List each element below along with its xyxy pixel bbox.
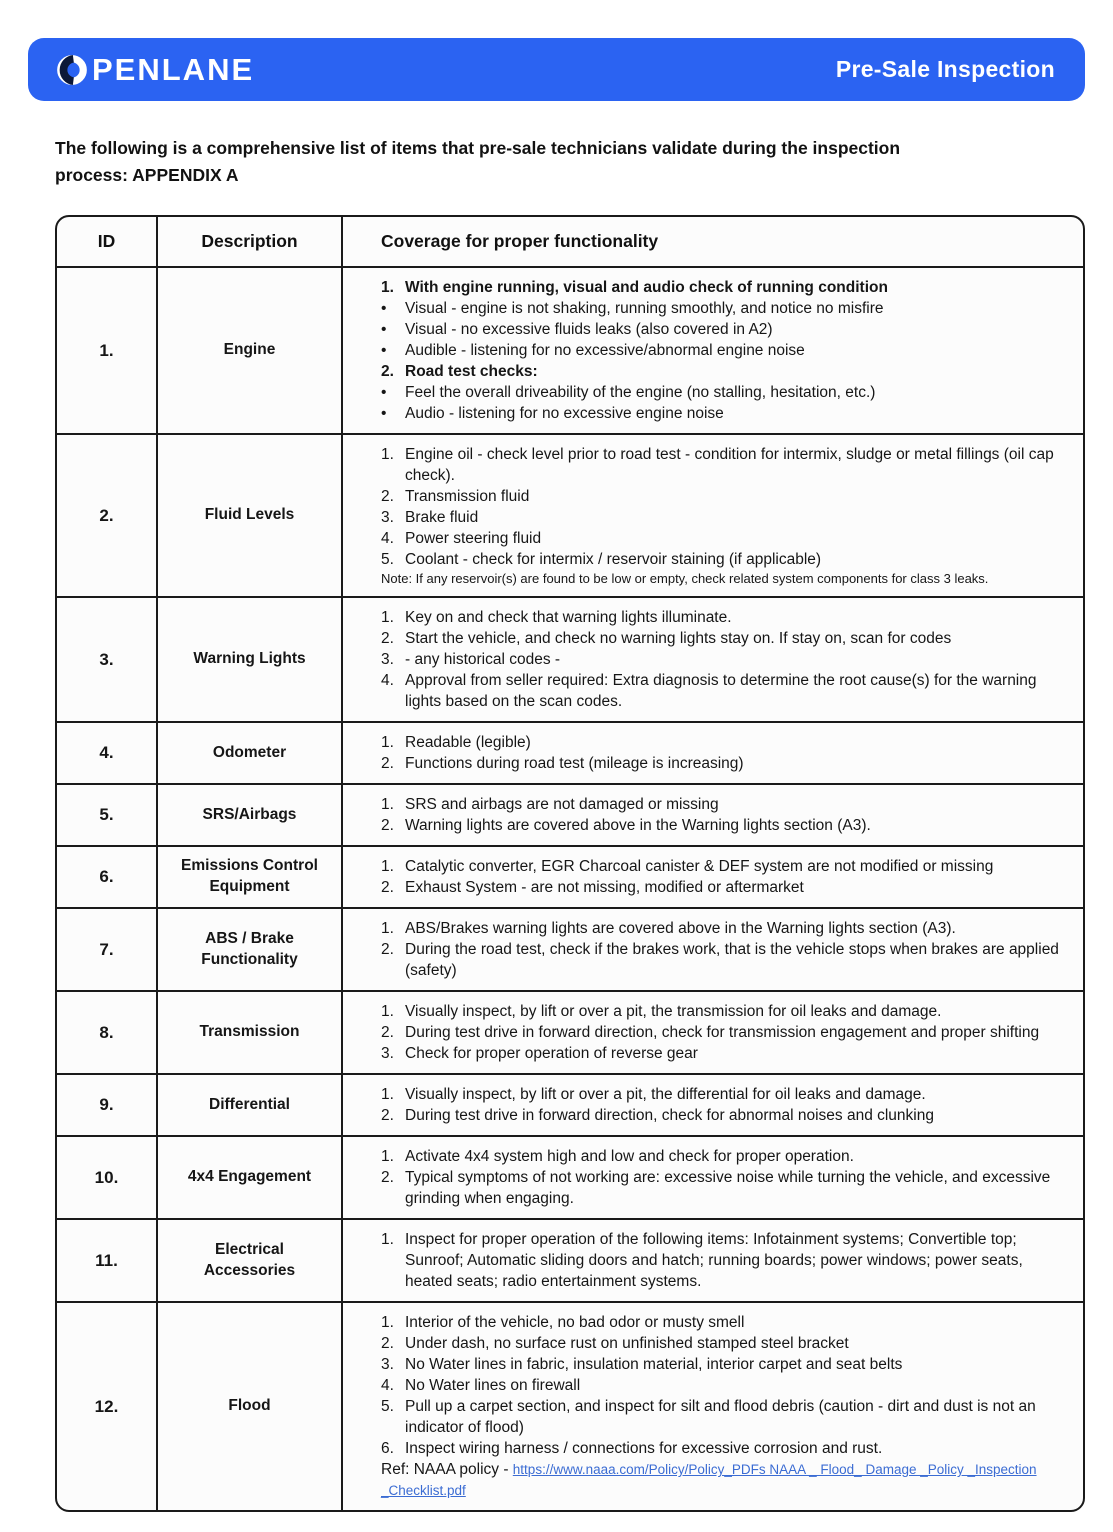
- row-id-cell: 3.: [57, 597, 157, 722]
- coverage-line: [381, 570, 1061, 587]
- line-text: Check for proper operation of reverse gear: [405, 1045, 698, 1063]
- row-id-cell: 12.: [57, 1302, 157, 1510]
- line-marker: 1.: [381, 1086, 394, 1104]
- inspection-table: [57, 217, 1083, 1510]
- row-description-cell: Warning Lights: [157, 597, 342, 722]
- line-text: Under dash, no surface rust on unfinished stamped steel bracket: [405, 1335, 849, 1353]
- line-text: Start the vehicle, and check no warning lights stay on. If stay on, scan for codes: [405, 630, 952, 648]
- line-text: SRS and airbags are not damaged or missing: [405, 796, 719, 814]
- coverage-line: [381, 528, 1061, 549]
- table-row: [57, 434, 1083, 597]
- coverage-line: [381, 277, 1061, 298]
- line-text: During test drive in forward direction, check for transmission engagement and proper shifting: [405, 1024, 1040, 1042]
- coverage-line: [381, 1022, 1061, 1043]
- column-header-coverage: Coverage for proper functionality: [342, 217, 1083, 267]
- line-text: During the road test, check if the brakes work, that is the vehicle stops when brakes are applied (safety): [405, 941, 1059, 980]
- coverage-line: [381, 1167, 1061, 1209]
- row-id-cell: 5.: [57, 784, 157, 846]
- line-marker: 1.: [381, 1231, 394, 1249]
- coverage-line: [381, 649, 1061, 670]
- coverage-line: [381, 794, 1061, 815]
- line-marker: 5.: [381, 551, 394, 569]
- line-text: Interior of the vehicle, no bad odor or musty smell: [405, 1314, 745, 1332]
- row-coverage-cell: [342, 434, 1083, 597]
- line-marker: •: [381, 342, 387, 360]
- line-marker: 4.: [381, 1377, 394, 1395]
- line-text: Power steering fluid: [405, 530, 542, 548]
- line-marker: 4.: [381, 672, 394, 690]
- row-description-cell: Fluid Levels: [157, 434, 342, 597]
- table-row: [57, 722, 1083, 784]
- line-text: Key on and check that warning lights illuminate.: [405, 609, 732, 627]
- coverage-line: [381, 815, 1061, 836]
- line-text: Inspect for proper operation of the following items: Infotainment systems; Convertible top; Sunroof; Automatic sliding doors and hatch; running boards; power windows; power seats, heated seats; radio entertainment systems.: [405, 1231, 1023, 1291]
- line-marker: 2.: [381, 879, 394, 897]
- line-text: Ref: NAAA policy -: [381, 1461, 513, 1479]
- line-marker: 1.: [381, 1003, 394, 1021]
- line-marker: 3.: [381, 1045, 394, 1063]
- line-marker: 1.: [381, 1148, 394, 1166]
- coverage-line: [381, 1084, 1061, 1105]
- table-row: [57, 267, 1083, 434]
- naaa-policy-link[interactable]: https://www.naaa.com/Policy/Policy_PDFs NAAA _ Flood_ Damage _Policy _Inspection _Checklist.pdf: [381, 1462, 1037, 1499]
- line-text: Warning lights are covered above in the Warning lights section (A3).: [405, 817, 871, 835]
- coverage-line: [381, 1043, 1061, 1064]
- row-coverage-cell: [342, 1136, 1083, 1219]
- coverage-line: [381, 507, 1061, 528]
- coverage-line: [381, 361, 1061, 382]
- coverage-line: [381, 319, 1061, 340]
- line-text: Coolant - check for intermix / reservoir staining (if applicable): [405, 551, 822, 569]
- line-text: Activate 4x4 system high and low and check for proper operation.: [405, 1148, 854, 1166]
- line-text: Inspect wiring harness / connections for excessive corrosion and rust.: [405, 1440, 883, 1458]
- row-description-cell: Engine: [157, 267, 342, 434]
- line-marker: 1.: [381, 734, 394, 752]
- line-text: Functions during road test (mileage is increasing): [405, 755, 744, 773]
- row-description-cell: Emissions Control Equipment: [157, 846, 342, 908]
- coverage-line: [381, 732, 1061, 753]
- line-marker: •: [381, 321, 387, 339]
- header-row: [57, 217, 1083, 267]
- coverage-line: [381, 1229, 1061, 1292]
- line-marker: •: [381, 300, 387, 318]
- coverage-line: [381, 1354, 1061, 1375]
- row-coverage-cell: [342, 784, 1083, 846]
- row-coverage-cell: [342, 267, 1083, 434]
- column-header-description: Description: [157, 217, 342, 267]
- coverage-line: [381, 1438, 1061, 1459]
- line-text: With engine running, visual and audio check of running condition: [405, 279, 888, 297]
- inspection-table-body: [57, 267, 1083, 1510]
- line-marker: 2.: [381, 630, 394, 648]
- page-title: Pre-Sale Inspection: [835, 56, 1055, 82]
- row-coverage-cell: [342, 722, 1083, 784]
- table-row: [57, 597, 1083, 722]
- coverage-line: [381, 918, 1061, 939]
- line-text: Approval from seller required: Extra diagnosis to determine the root cause(s) for the warning lights based on the scan codes.: [405, 672, 1037, 711]
- line-marker: 2.: [381, 1169, 394, 1187]
- row-description-cell: SRS/Airbags: [157, 784, 342, 846]
- line-marker: 1.: [381, 446, 394, 464]
- coverage-line: [381, 403, 1061, 424]
- line-marker: 1.: [381, 279, 394, 297]
- line-text: Transmission fluid: [405, 488, 530, 506]
- coverage-line: [381, 628, 1061, 649]
- row-id-cell: 8.: [57, 991, 157, 1074]
- line-marker: 5.: [381, 1398, 394, 1416]
- line-text: Pull up a carpet section, and inspect for silt and flood debris (caution - dirt and dust is not an indicator of flood): [405, 1398, 1036, 1437]
- line-text: During test drive in forward direction, check for abnormal noises and clunking: [405, 1107, 934, 1125]
- line-marker: 2.: [381, 1107, 394, 1125]
- row-coverage-cell: [342, 908, 1083, 991]
- line-marker: 3.: [381, 509, 394, 527]
- line-marker: 2.: [381, 1335, 394, 1353]
- row-id-cell: 2.: [57, 434, 157, 597]
- row-coverage-cell: [342, 1074, 1083, 1136]
- line-marker: 4.: [381, 530, 394, 548]
- row-description-cell: Transmission: [157, 991, 342, 1074]
- row-description-cell: Odometer: [157, 722, 342, 784]
- line-text: Audio - listening for no excessive engine noise: [405, 405, 724, 423]
- coverage-line: [381, 382, 1061, 403]
- line-marker: •: [381, 384, 387, 402]
- row-id-cell: 1.: [57, 267, 157, 434]
- line-text: Typical symptoms of not working are: excessive noise while turning the vehicle, and excessive grinding when engaging.: [405, 1169, 1051, 1208]
- openlane-o-icon: [54, 52, 90, 88]
- row-description-cell: 4x4 Engagement: [157, 1136, 342, 1219]
- coverage-line: [381, 670, 1061, 712]
- row-id-cell: 11.: [57, 1219, 157, 1302]
- line-text: Audible - listening for no excessive/abnormal engine noise: [405, 342, 805, 360]
- row-description-cell: Electrical Accessories: [157, 1219, 342, 1302]
- line-marker: 1.: [381, 920, 394, 938]
- line-text: Visual - engine is not shaking, running smoothly, and notice no misfire: [405, 300, 884, 318]
- coverage-line: [381, 753, 1061, 774]
- coverage-line: [381, 298, 1061, 319]
- line-marker: 1.: [381, 609, 394, 627]
- row-description-cell: Flood: [157, 1302, 342, 1510]
- line-text: Note: If any reservoir(s) are found to be low or empty, check related system components for class 3 leaks.: [381, 571, 989, 587]
- line-text: Exhaust System - are not missing, modified or aftermarket: [405, 879, 804, 897]
- line-text: Road test checks:: [405, 363, 538, 381]
- line-text: Catalytic converter, EGR Charcoal canister & DEF system are not modified or missing: [405, 858, 994, 876]
- row-coverage-cell: [342, 846, 1083, 908]
- coverage-line: [381, 1312, 1061, 1333]
- table-row: [57, 1074, 1083, 1136]
- line-marker: 2.: [381, 941, 394, 959]
- row-id-cell: 4.: [57, 722, 157, 784]
- line-text: Visual - no excessive fluids leaks (also covered in A2): [405, 321, 773, 339]
- table-row: [57, 908, 1083, 991]
- line-marker: 2.: [381, 817, 394, 835]
- coverage-line: [381, 486, 1061, 507]
- line-text: No Water lines in fabric, insulation material, interior carpet and seat belts: [405, 1356, 903, 1374]
- table-row: [57, 1136, 1083, 1219]
- coverage-line: [381, 549, 1061, 570]
- row-id-cell: 6.: [57, 846, 157, 908]
- line-text: - any historical codes -: [405, 651, 561, 669]
- header-bar: [28, 38, 1085, 101]
- line-marker: 3.: [381, 651, 394, 669]
- line-text: Feel the overall driveability of the engine (no stalling, hesitation, etc.): [405, 384, 876, 402]
- row-id-cell: 7.: [57, 908, 157, 991]
- line-marker: 2.: [381, 755, 394, 773]
- openlane-logo-text: PENLANE: [92, 52, 255, 87]
- line-text: Brake fluid: [405, 509, 479, 527]
- coverage-line: [381, 856, 1061, 877]
- coverage-line: [381, 1146, 1061, 1167]
- row-id-cell: 9.: [57, 1074, 157, 1136]
- coverage-line: [381, 1375, 1061, 1396]
- openlane-logo: [54, 52, 254, 88]
- table-row: [57, 846, 1083, 908]
- coverage-line: [381, 1459, 1061, 1501]
- line-text: Readable (legible): [405, 734, 531, 752]
- table-row: [57, 1219, 1083, 1302]
- coverage-line: [381, 877, 1061, 898]
- line-marker: 6.: [381, 1440, 394, 1458]
- line-marker: 2.: [381, 363, 394, 381]
- column-header-id: ID: [57, 217, 157, 267]
- coverage-line: [381, 1105, 1061, 1126]
- coverage-line: [381, 607, 1061, 628]
- line-text: ABS/Brakes warning lights are covered above in the Warning lights section (A3).: [405, 920, 956, 938]
- table-row: [57, 1302, 1083, 1510]
- line-marker: 2.: [381, 1024, 394, 1042]
- row-id-cell: 10.: [57, 1136, 157, 1219]
- intro-text: The following is a comprehensive list of items that pre-sale technicians validate during the inspection process: APPENDIX A: [55, 138, 901, 186]
- line-marker: 2.: [381, 488, 394, 506]
- line-marker: 3.: [381, 1356, 394, 1374]
- inspection-table-container: [55, 215, 1085, 1512]
- line-marker: 1.: [381, 1314, 394, 1332]
- table-row: [57, 991, 1083, 1074]
- row-coverage-cell: [342, 1219, 1083, 1302]
- line-marker: 1.: [381, 796, 394, 814]
- row-description-cell: ABS / Brake Functionality: [157, 908, 342, 991]
- line-text: Engine oil - check level prior to road test - condition for intermix, sludge or metal fillings (oil cap check).: [405, 446, 1054, 485]
- line-marker: 1.: [381, 858, 394, 876]
- line-text: No Water lines on firewall: [405, 1377, 581, 1395]
- line-text: Visually inspect, by lift or over a pit, the transmission for oil leaks and damage.: [405, 1003, 942, 1021]
- line-marker: •: [381, 405, 387, 423]
- coverage-line: [381, 444, 1061, 486]
- row-coverage-cell: [342, 597, 1083, 722]
- coverage-line: [381, 1001, 1061, 1022]
- coverage-line: [381, 340, 1061, 361]
- coverage-line: [381, 1396, 1061, 1438]
- inspection-table-header: [57, 217, 1083, 267]
- row-coverage-cell: [342, 1302, 1083, 1510]
- coverage-line: [381, 1333, 1061, 1354]
- row-description-cell: Differential: [157, 1074, 342, 1136]
- row-coverage-cell: [342, 991, 1083, 1074]
- line-text: Visually inspect, by lift or over a pit, the differential for oil leaks and damage.: [405, 1086, 926, 1104]
- coverage-line: [381, 939, 1061, 981]
- table-row: [57, 784, 1083, 846]
